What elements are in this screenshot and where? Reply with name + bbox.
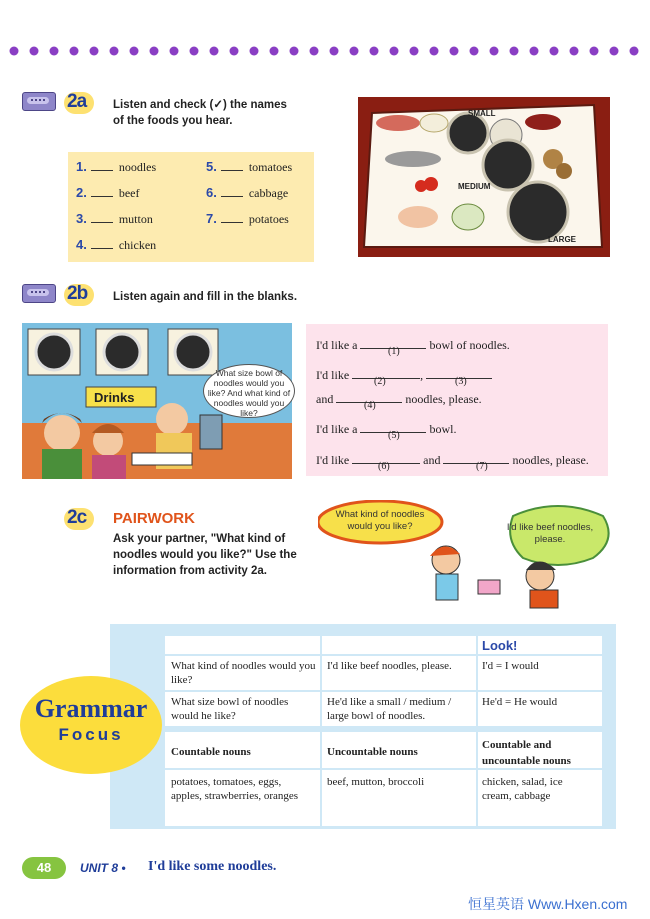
food-item-5[interactable]: 5. tomatoes xyxy=(206,159,293,174)
look-label: Look! xyxy=(482,638,518,653)
pairwork-title: PAIRWORK xyxy=(113,510,195,527)
divider-dot xyxy=(150,47,159,56)
blank-number-5: (5) xyxy=(388,430,400,441)
divider-dot xyxy=(170,47,179,56)
grammar-a2: He'd like a small / medium / large bowl of noodles. xyxy=(327,696,452,722)
instruction-2b: Listen again and fill in the blanks. xyxy=(113,291,298,303)
divider-dot xyxy=(30,47,39,56)
blank-number-3: (3) xyxy=(455,376,467,387)
grammar-look1: I'd = I would xyxy=(482,660,539,672)
divider-dot xyxy=(610,47,619,56)
watermark: 恒星英语 Www.Hxen.com xyxy=(468,896,628,912)
activity-badge-2c: 2c xyxy=(67,507,87,528)
grid-line xyxy=(165,726,602,732)
waiter-speech-bubble: What size bowl of noodles would you like? And what kind of noodles would you like? xyxy=(203,364,295,418)
blank-number-7: (7) xyxy=(476,461,488,472)
divider-dot xyxy=(550,47,559,56)
divider-dot xyxy=(510,47,519,56)
divider-dot xyxy=(350,47,359,56)
label-small: SMALL xyxy=(468,109,496,118)
unit-label: UNIT 8 • xyxy=(80,861,126,875)
examples-both: chicken, salad, ice cream, cabbage xyxy=(482,776,563,802)
divider-dot xyxy=(470,47,479,56)
food-item-1[interactable]: 1. noodles xyxy=(76,159,157,174)
grammar-q2: What size bowl of noodles would he like? xyxy=(171,696,289,722)
food-item-4[interactable]: 4. chicken xyxy=(76,237,157,252)
divider-dot xyxy=(110,47,119,56)
fill-line-2: I'd like , xyxy=(316,368,492,383)
divider-dot xyxy=(330,47,339,56)
fill-line-4: I'd like a bowl. xyxy=(316,422,457,436)
label-medium: MEDIUM xyxy=(458,182,491,191)
blank-number-1: (1) xyxy=(388,346,400,357)
unit-title: I'd like some noodles. xyxy=(148,859,277,874)
divider-dot xyxy=(590,47,599,56)
divider-dot xyxy=(490,47,499,56)
divider-dot xyxy=(70,47,79,56)
divider-dot xyxy=(210,47,219,56)
fill-line-1: I'd like a bowl of noodles. xyxy=(316,338,510,352)
grid-line xyxy=(165,654,602,656)
divider-dot xyxy=(290,47,299,56)
food-menu-picture xyxy=(358,97,610,257)
divider-dot xyxy=(310,47,319,56)
divider-dot xyxy=(630,47,639,56)
divider-dot xyxy=(430,47,439,56)
food-item-6[interactable]: 6. cabbage xyxy=(206,185,289,200)
divider-dot xyxy=(530,47,539,56)
cassette-icon xyxy=(22,92,56,111)
divider-dot xyxy=(250,47,259,56)
instruction-2c: Ask your partner, "What kind of noodles would you like?" Use the information from activity 2a. xyxy=(113,533,297,577)
food-item-3[interactable]: 3. mutton xyxy=(76,211,153,226)
grammar-look2: He'd = He would xyxy=(482,696,558,708)
drinks-sign: Drinks xyxy=(94,390,135,405)
food-item-2[interactable]: 2. beef xyxy=(76,185,140,200)
divider-dot xyxy=(190,47,199,56)
blank-number-6: (6) xyxy=(378,461,390,472)
blank-number-4: (4) xyxy=(364,400,376,411)
divider-dot xyxy=(230,47,239,56)
fill-line-5: I'd like and noodles, please. xyxy=(316,453,589,467)
divider-dot xyxy=(10,47,19,56)
divider-dot xyxy=(410,47,419,56)
divider-dot xyxy=(130,47,139,56)
divider-dot xyxy=(50,47,59,56)
header-both: Countable and uncountable nouns xyxy=(482,739,571,767)
divider-dot xyxy=(270,47,279,56)
logo-focus: Focus xyxy=(58,725,124,744)
pairwork-bubble-left: What kind of noodles would you like? xyxy=(335,509,425,532)
pairwork-bubble-right: I'd like beef noodles, please. xyxy=(506,522,594,545)
divider-dot xyxy=(390,47,399,56)
page-number: 48 xyxy=(36,860,52,875)
instruction-2a: Listen and check (✓) the names of the foods you hear. xyxy=(113,99,287,127)
label-large: LARGE xyxy=(548,235,576,244)
divider-dot xyxy=(450,47,459,56)
divider-dot xyxy=(90,47,99,56)
food-item-7[interactable]: 7. potatoes xyxy=(206,211,289,226)
dotted-divider xyxy=(0,44,650,58)
header-countable: Countable nouns xyxy=(171,746,251,758)
divider-dot xyxy=(570,47,579,56)
header-uncountable: Uncountable nouns xyxy=(327,746,418,758)
cassette-icon xyxy=(22,284,56,303)
examples-uncountable: beef, mutton, broccoli xyxy=(327,776,425,788)
examples-countable: potatoes, tomatoes, eggs, apples, strawberries, oranges xyxy=(171,776,299,802)
fill-line-3: and noodles, please. xyxy=(316,392,482,406)
activity-badge-2b: 2b xyxy=(67,283,88,304)
grammar-q1: What kind of noodles would you like? xyxy=(171,660,316,686)
activity-badge-2a: 2a xyxy=(67,91,87,112)
divider-dot xyxy=(370,47,379,56)
grammar-a1: I'd like beef noodles, please. xyxy=(327,660,452,672)
logo-grammar: Grammar xyxy=(34,694,148,723)
grid-line xyxy=(165,690,602,692)
blank-number-2: (2) xyxy=(374,376,386,387)
